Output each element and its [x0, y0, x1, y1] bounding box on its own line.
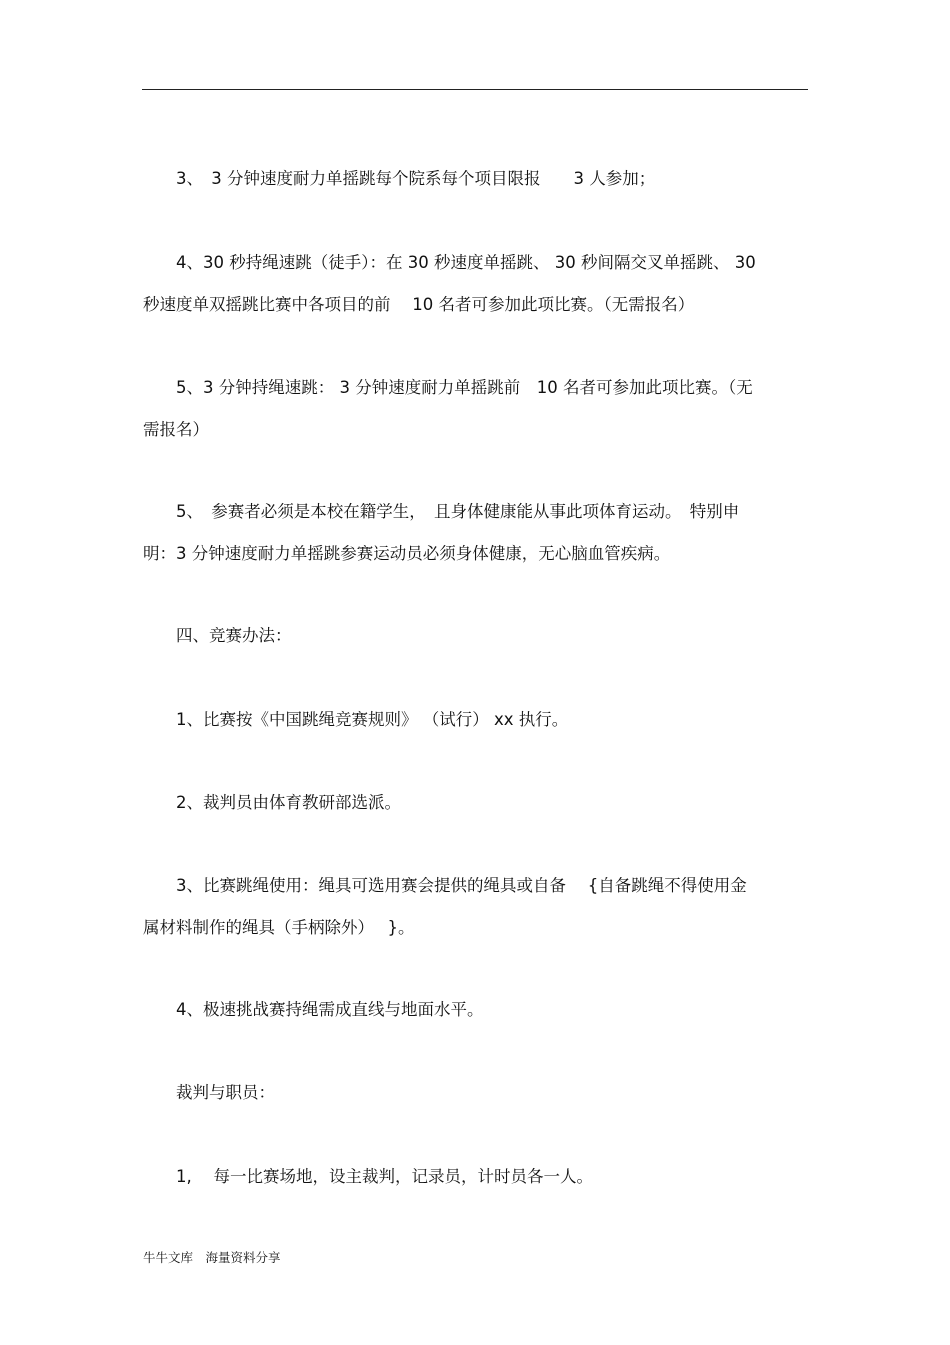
paragraph-7: [143, 782, 807, 824]
paragraph-line: 2、裁判员由体育教研部选派。: [143, 793, 401, 812]
paragraph-line: 3、 3 分钟速度耐力单摇跳每个院系每个项目限报 3 人参加；: [143, 169, 656, 188]
paragraph-line: 需报名）: [143, 420, 209, 439]
paragraph-line: 1、比赛按《中国跳绳竞赛规则》 （试行） xx 执行。: [143, 710, 569, 729]
paragraph-line: 属材料制作的绳具（手柄除外） }。: [143, 918, 415, 937]
paragraph-6: [143, 699, 807, 741]
paragraph-line: 4、30 秒持绳速跳（徒手）：在 30 秒速度单摇跳、 30 秒间隔交叉单摇跳、 30: [143, 253, 756, 272]
paragraph-1: [143, 158, 807, 200]
paragraph-line: 5、 参赛者必须是本校在籍学生， 且身体健康能从事此项体育运动。 特别申: [143, 502, 740, 521]
paragraph-3: [143, 367, 807, 451]
paragraph-line: 秒速度单双摇跳比赛中各项目的前 10 名者可参加此项比赛。（无需报名）: [143, 295, 695, 314]
paragraph-line: 四、竞赛办法：: [143, 626, 292, 645]
paragraph-line: 5、3 分钟持绳速跳： 3 分钟速度耐力单摇跳前 10 名者可参加此项比赛。（无: [143, 378, 753, 397]
page-footer: 牛牛文库 海量资料分享: [143, 1250, 281, 1265]
paragraph-11: [143, 1156, 807, 1198]
header-rule: [142, 89, 808, 90]
section-heading-referees: [143, 1072, 807, 1114]
paragraph-9: [143, 989, 807, 1031]
paragraph-4: [143, 491, 807, 575]
section-heading-competition-method: [143, 615, 807, 657]
paragraph-line: 3、比赛跳绳使用：绳具可选用赛会提供的绳具或自备 {自备跳绳不得使用金: [143, 876, 747, 895]
paragraph-line: 1, 每一比赛场地，设主裁判，记录员，计时员各一人。: [143, 1167, 593, 1186]
paragraph-line: 4、极速挑战赛持绳需成直线与地面水平。: [143, 1000, 484, 1019]
paragraph-8: [143, 865, 807, 949]
paragraph-2: [143, 242, 807, 326]
paragraph-line: 裁判与职员：: [143, 1083, 275, 1102]
paragraph-line: 明：3 分钟速度耐力单摇跳参赛运动员必须身体健康，无心脑血管疾病。: [143, 544, 671, 563]
